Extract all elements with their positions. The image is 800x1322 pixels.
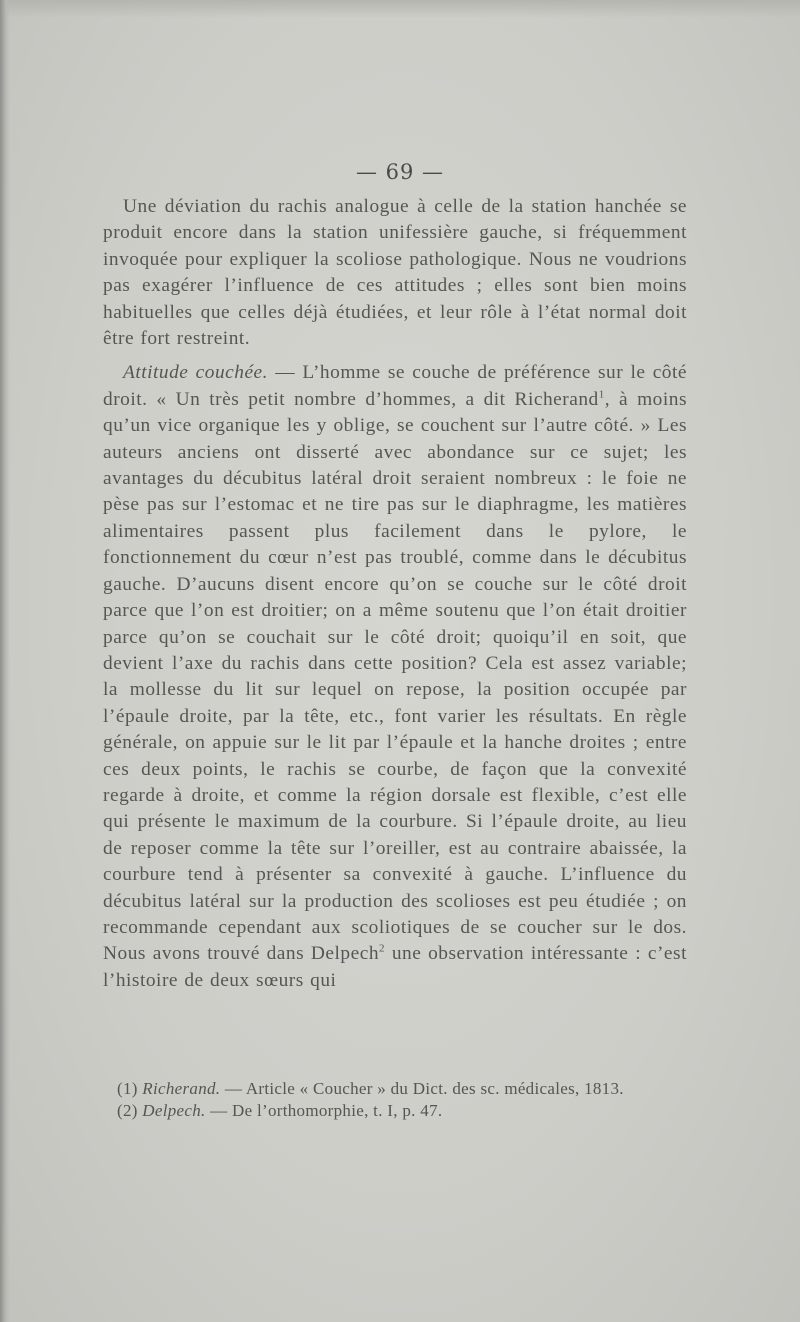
paragraph-standing-deviation — [103, 194, 687, 352]
page-number: — 69 — — [355, 160, 445, 184]
paragraph-lying-attitude — [103, 360, 687, 994]
section-heading-attitude-couchee: Attitude couchée. — [123, 362, 269, 384]
page-binding-edge — [0, 0, 10, 1322]
main-text — [103, 194, 687, 994]
footnote-text: — De l’orthomorphie, t. I, p. 47. — [205, 1101, 443, 1120]
paragraph-text: une observation intéressante : c’est l’histoire de deux sœurs qui — [103, 943, 687, 991]
footnote-text: — Article « Coucher » du Dict. des sc. médicales, 1813. — [220, 1079, 624, 1098]
footnote-2 — [103, 1100, 703, 1122]
footnote-ref-2: 2 — [379, 942, 386, 955]
footnotes — [103, 1078, 703, 1122]
footnote-number: (2) — [117, 1101, 138, 1120]
footnote-author: Delpech. — [142, 1101, 206, 1120]
page-top-edge — [0, 0, 800, 18]
footnote-author: Richerand. — [142, 1079, 221, 1098]
paragraph-text: , à moins qu’un vice organique les y oblige, se couchent sur l’autre côté. » Les auteurs anciens ont disserté avec abondance sur ce sujet; les avantages du décubitus latéral droit seraient nombreux : le foie ne pèse pas sur l’estomac et ne tire pas sur le diaphragme, les matières alimentaires passent plus facilement dans le pylore, le fonctionnement du cœur n’est pas troublé, comme dans le décubitus gauche. D’aucuns disent encore qu’on se couche sur le côté droit parce que l’on est droitier; on a même soutenu que l’on était droitier parce qu’on se couchait sur le côté droit; quoiqu’il en soit, que devient l’axe du rachis dans cette position? Cela est assez variable; la mollesse du lit sur lequel on repose, la position occupée par l’épaule droite, par la tête, etc., font varier les résultats. En règle générale, on appuie sur le lit par l’épaule et la hanche droites ; entre ces deux points, le rachis se courbe, de façon que la convexité regarde à droite, et comme la région dorsale est flexible, c’est elle qui présente le maximum de la courbure. Si l’épaule droite, au lieu de reposer comme la tête sur l’oreiller, est au contraire abaissée, la courbure tend à présenter sa convexité à gauche. L’influence du décubitus latéral sur la production des scolioses est peu étudiée ; on recommande cependant aux scoliotiques de se coucher sur le dos. Nous avons trouvé dans Delpech — [103, 388, 687, 965]
paragraph-text: Une déviation du rachis analogue à celle de la station hanchée se produit encore dans la station unifessière gauche, si fréquemment invoquée pour expliquer la scoliose pathologique. Nous ne voudrions pas exagérer l’influence de ces attitudes ; elles sont bien moins habituelles que celles déjà étudiées, et leur rôle à l’état normal doit être fort restreint. — [103, 196, 687, 350]
footnote-1 — [103, 1078, 703, 1100]
footnote-number: (1) — [117, 1079, 138, 1098]
footnote-ref-1: 1 — [598, 388, 605, 401]
paragraph-text: — L’homme se couche de préférence sur le côté droit. « Un très petit nombre d’hommes, a dit Richerand — [103, 362, 687, 410]
